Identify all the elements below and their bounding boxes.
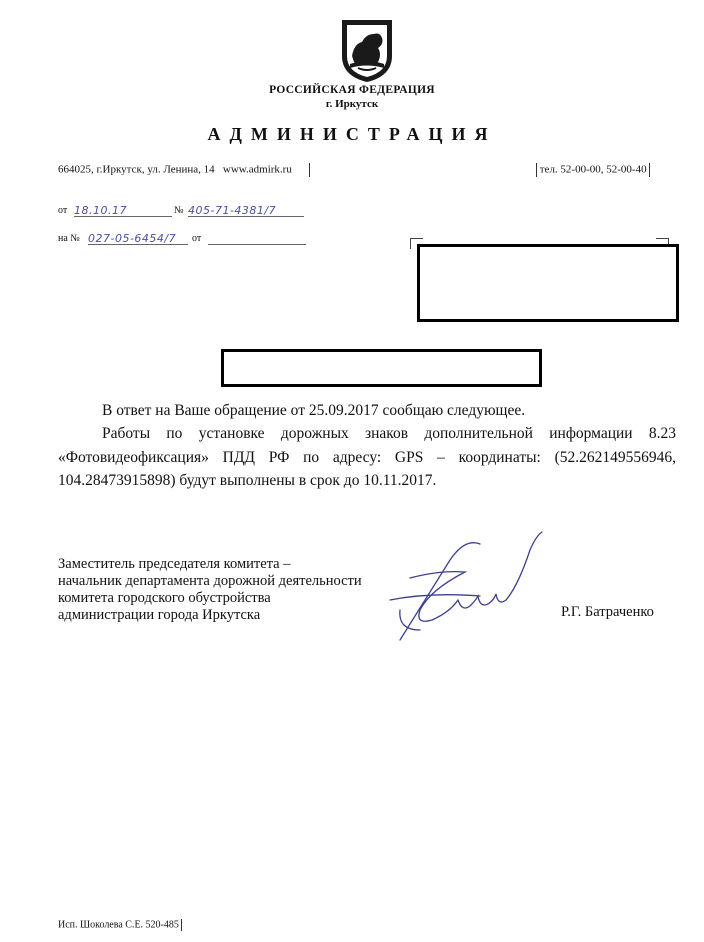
ref-date-label: от bbox=[192, 233, 202, 244]
page-title: АДМИНИСТРАЦИЯ bbox=[207, 124, 497, 144]
phone-line bbox=[536, 163, 650, 177]
redacted-recipient bbox=[417, 244, 679, 322]
irkutsk-coat-of-arms-icon bbox=[338, 16, 396, 84]
position-line: начальник департамента дорожной деятельности bbox=[58, 573, 362, 589]
position-line: комитета городского обустройства bbox=[58, 590, 271, 606]
executor-info bbox=[58, 919, 182, 931]
redacted-salutation bbox=[221, 349, 542, 387]
address: 664025, г.Иркутск, ул. Ленина, 14 bbox=[58, 163, 215, 176]
position-line: администрации города Иркутска bbox=[58, 607, 261, 623]
handwritten-signature bbox=[370, 530, 550, 650]
ref-label: на № bbox=[58, 233, 80, 244]
divider bbox=[181, 919, 182, 931]
position-line: Заместитель председателя комитета – bbox=[58, 556, 291, 572]
ref-number-value: 027-05-6454/7 bbox=[88, 232, 177, 245]
from-label: от bbox=[58, 205, 68, 216]
number-label: № bbox=[174, 205, 184, 216]
divider bbox=[309, 163, 310, 177]
ref-number-field bbox=[88, 229, 188, 245]
city-name: г. Иркутск bbox=[325, 98, 379, 110]
signatory-name: Р.Г. Батраченко bbox=[561, 604, 654, 620]
ref-date-field bbox=[208, 229, 306, 245]
body-paragraph-2: Работы по установке дорожных знаков дополнительной информации 8.23 «Фотовидеофиксация» ПДД РФ по адресу: GPS – координаты: (52.262149556946, 104.28473915898) будут выполнены в срок до 10.11.2017. bbox=[58, 425, 676, 489]
address-line bbox=[58, 163, 310, 177]
number-value: 405-71-4381/7 bbox=[188, 204, 277, 217]
date-value: 18.10.17 bbox=[74, 204, 127, 217]
signatory-position bbox=[58, 556, 362, 624]
date-field bbox=[74, 201, 172, 217]
divider bbox=[536, 163, 537, 177]
divider bbox=[649, 163, 650, 177]
executor-text: Исп. Шоколева С.Е. 520-485 bbox=[58, 919, 179, 931]
country-name: РОССИЙСКАЯ ФЕДЕРАЦИЯ bbox=[269, 84, 435, 96]
phone: тел. 52-00-00, 52-00-40 bbox=[539, 163, 647, 176]
website-link: www.admirk.ru bbox=[222, 163, 292, 176]
body-paragraph-1: В ответ на Ваше обращение от 25.09.2017 сообщаю следующее. bbox=[102, 402, 526, 419]
number-field bbox=[188, 201, 304, 217]
